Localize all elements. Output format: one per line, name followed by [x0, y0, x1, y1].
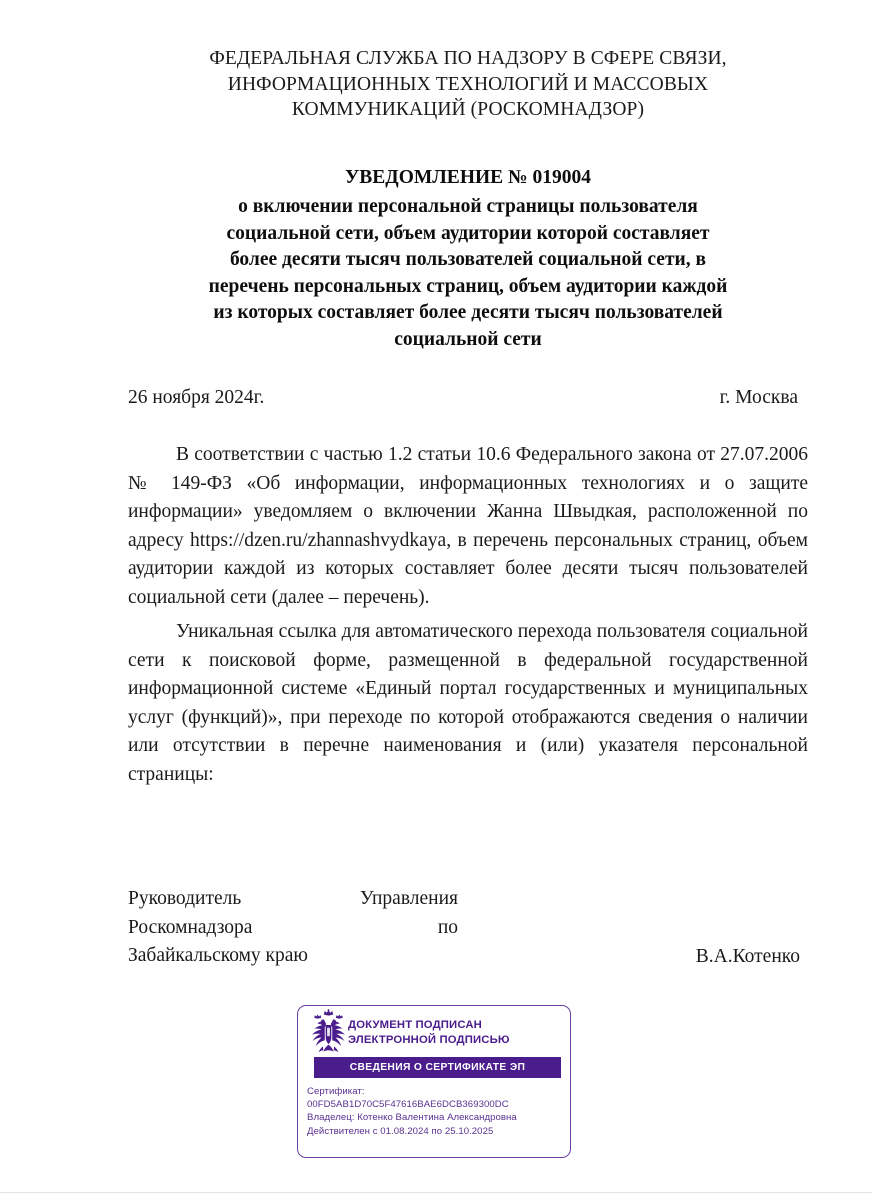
- subtitle-line-5: из которых составляет более десяти тысяч пользователей: [213, 302, 723, 323]
- stamp-header: [298, 1006, 570, 1052]
- subtitle-line-1: о включении персональной страницы пользователя: [238, 196, 698, 217]
- notification-title: УВЕДОМЛЕНИЕ № 019004: [344, 166, 592, 188]
- organization-header: [128, 46, 808, 123]
- organization-header-line-1: ФЕДЕРАЛЬНАЯ СЛУЖБА ПО НАДЗОРУ В СФЕРЕ СВЯЗИ,: [209, 48, 727, 69]
- signer-role-line-3: Забайкальскому краю: [128, 945, 308, 966]
- signature-block: [128, 885, 808, 971]
- signer-role-word-4: по: [437, 916, 458, 938]
- body-paragraph-1: В соответствии с частью 1.2 статьи 10.6 Федерального закона от 27.07.2006 № 149-ФЗ «Об информации, информационных технологиях и о защите информации» уведомляем о включении Жанна Швыдкая, расположенной по адресу https://dzen.ru/zhannashvydkaya, в перечень персональных страниц, объем аудитории каждой из которых составляет более десяти тысяч пользователей социальной сети (далее – перечень).: [128, 444, 808, 608]
- stamp-certificate-banner: СВЕДЕНИЯ О СЕРТИФИКАТЕ ЭП: [314, 1057, 561, 1078]
- organization-header-line-2: ИНФОРМАЦИОННЫХ ТЕХНОЛОГИЙ И МАССОВЫХ: [227, 73, 709, 95]
- signer-role-word-3: Роскомнадзора: [128, 916, 253, 938]
- document-place: г. Москва: [719, 387, 798, 408]
- stamp-headline-line-2: ЭЛЕКТРОННОЙ ПОДПИСЬЮ: [348, 1033, 510, 1046]
- stamp-headline: [348, 1018, 510, 1047]
- page-bottom-divider: [0, 1192, 872, 1193]
- signer-role-line-2: [128, 914, 458, 943]
- subtitle-line-6: социальной сети: [394, 328, 542, 350]
- document-title-block: [128, 165, 808, 354]
- signer-role-line-1: [128, 885, 458, 914]
- organization-header-line-3: КОММУНИКАЦИЙ (РОСКОМНАДЗОР): [291, 99, 645, 120]
- signer-role: [128, 885, 548, 971]
- dateline: [128, 385, 808, 411]
- subtitle-line-3: более десяти тысяч пользователей социальной сети, в: [229, 249, 707, 270]
- document-date: 26 ноября 2024г.: [128, 387, 265, 408]
- double-headed-eagle-icon: [305, 1009, 352, 1054]
- certificate-owner: Владелец: Котенко Валентина Александровна: [307, 1112, 517, 1124]
- signer-role-word-1: Руководитель: [128, 888, 242, 909]
- document-content: [128, 0, 808, 971]
- certificate-serial: 00FD5AB1D70C5F47616BAE6DCB369300DC: [307, 1099, 509, 1111]
- subtitle-line-4: перечень персональных страниц, объем аудитории каждой: [208, 275, 728, 297]
- signer-name: В.А.Котенко: [695, 945, 800, 967]
- document-body: [128, 441, 808, 789]
- stamp-certificate-details: [307, 1085, 570, 1138]
- notification-subtitle: [128, 194, 808, 353]
- subtitle-line-2: социальной сети, объем аудитории которой составляет: [226, 222, 710, 244]
- certificate-validity: Действителен с 01.08.2024 по 25.10.2025: [307, 1125, 494, 1137]
- signer-role-word-2: Управления: [359, 888, 458, 909]
- stamp-headline-line-1: ДОКУМЕНТ ПОДПИСАН: [348, 1019, 482, 1031]
- certificate-label: Сертификат:: [307, 1086, 365, 1097]
- body-paragraph-2: Уникальная ссылка для автоматического перехода пользователя социальной сети к поисковой форме, размещенной в федеральной государственной информационной системе «Единый портал государственных и муниципальных услуг (функций)», при переходе по которой отображаются сведения о наличии или отсутствии в перечне наименования и (или) указателя персональной страницы:: [128, 621, 808, 785]
- electronic-signature-stamp: [297, 1005, 571, 1158]
